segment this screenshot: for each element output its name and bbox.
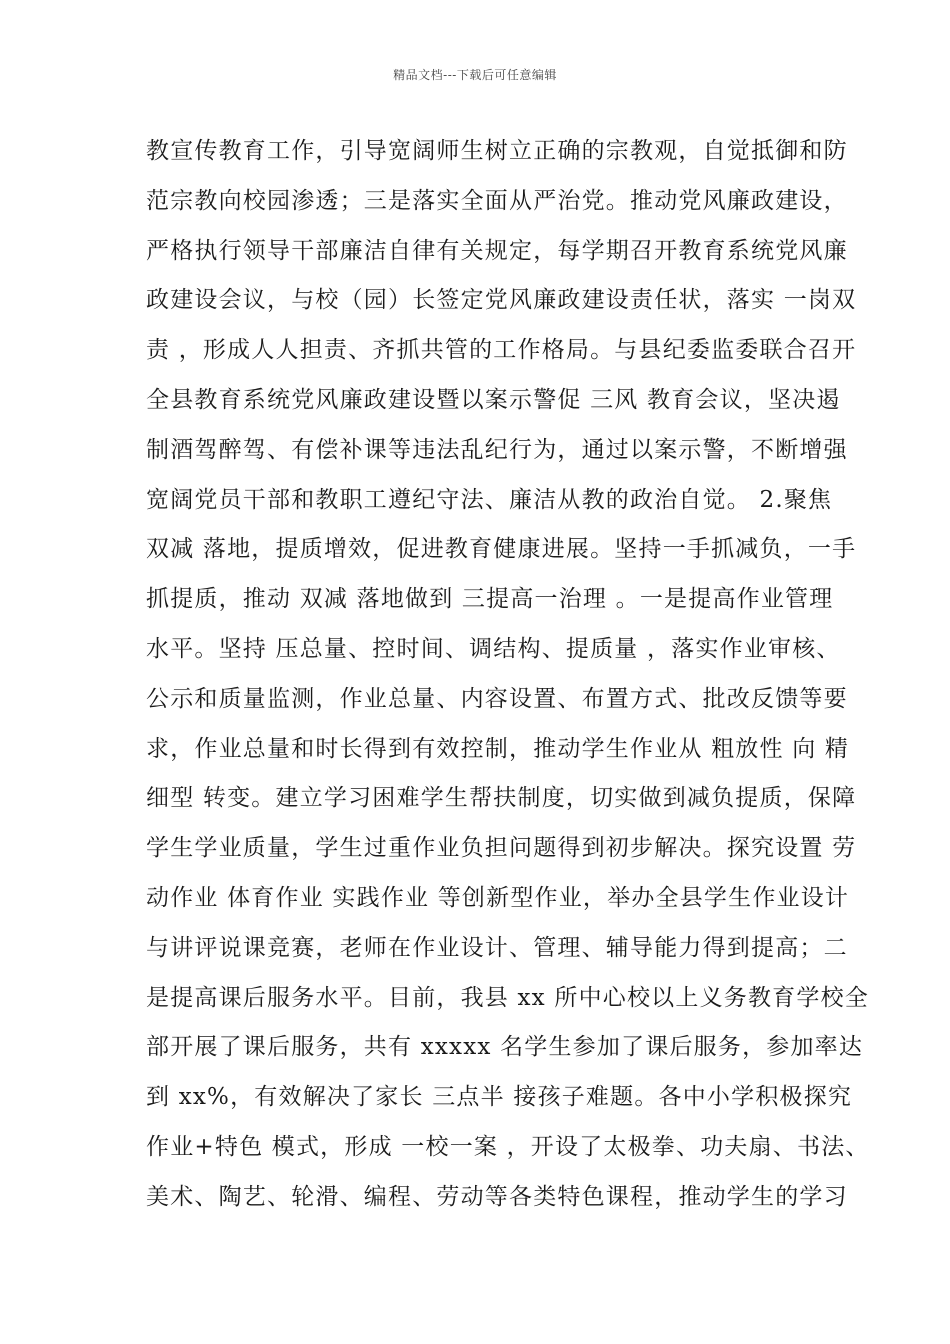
text-line: 与讲评说课竞赛，老师在作业设计、管理、辅导能力得到提高；二: [146, 934, 848, 961]
text-line: 动作业 体育作业 实践作业 等创新型作业，举办全县学生作业设计: [146, 884, 850, 911]
text-line: 全县教育系统党风廉政建设暨以案示警促 三风 教育会议，坚决遏: [146, 386, 841, 413]
text-line: 抓提质，推动 双减 落地做到 三提高一治理 。一是提高作业管理: [146, 586, 834, 613]
text-line: 宽阔党员干部和教职工遵纪守法、廉洁从教的政治自觉。 2.聚焦: [146, 486, 833, 513]
text-line: 制酒驾醉驾、有偿补课等违法乱纪行为，通过以案示警，不断增强: [146, 436, 848, 463]
text-line: 求，作业总量和时长得到有效控制，推动学生作业从 粗放性 向 精: [146, 735, 850, 762]
text-line: 责 ，形成人人担责、齐抓共管的工作格局。与县纪委监委联合召开: [146, 337, 857, 364]
text-line: 严格执行领导干部廉洁自律有关规定，每学期召开教育系统党风廉: [146, 237, 848, 264]
body-text: [146, 131, 870, 1227]
page-header: 精品文档---下载后可任意编辑: [393, 68, 557, 82]
text-line: 双减 落地，提质增效，促进教育健康进展。坚持一手抓减负，一手: [146, 536, 857, 563]
text-line: 水平。坚持 压总量、控时间、调结构、提质量 ，落实作业审核、: [146, 635, 841, 662]
text-line: 细型 转变。建立学习困难学生帮扶制度，切实做到减负提质，保障: [146, 785, 857, 812]
text-line: 作业+特色 模式，形成 一校一案 ，开设了太极拳、功夫扇、书法、: [146, 1133, 870, 1160]
text-line: 是提高课后服务水平。目前，我县 xx 所中心校以上义务教育学校全: [146, 984, 869, 1011]
text-line: 学生学业质量，学生过重作业负担问题得到初步解决。探究设置 劳: [146, 835, 857, 862]
text-line: 美术、陶艺、轮滑、编程、劳动等各类特色课程，推动学生的学习: [146, 1183, 848, 1210]
text-line: 范宗教向校园渗透；三是落实全面从严治党。推动党风廉政建设，: [146, 187, 848, 214]
text-line: 公示和质量监测，作业总量、内容设置、布置方式、批改反馈等要: [146, 685, 848, 712]
text-line: 到 xx%，有效解决了家长 三点半 接孩子难题。各中小学积极探究: [146, 1084, 853, 1111]
text-line: 政建设会议，与校（园）长签定党风廉政建设责任状，落实 一岗双: [146, 287, 857, 314]
text-line: 教宣传教育工作，引导宽阔师生树立正确的宗教观，自觉抵御和防: [146, 138, 848, 164]
text-line: 部开展了课后服务，共有 xxxxx 名学生参加了课后服务，参加率达: [146, 1034, 864, 1061]
